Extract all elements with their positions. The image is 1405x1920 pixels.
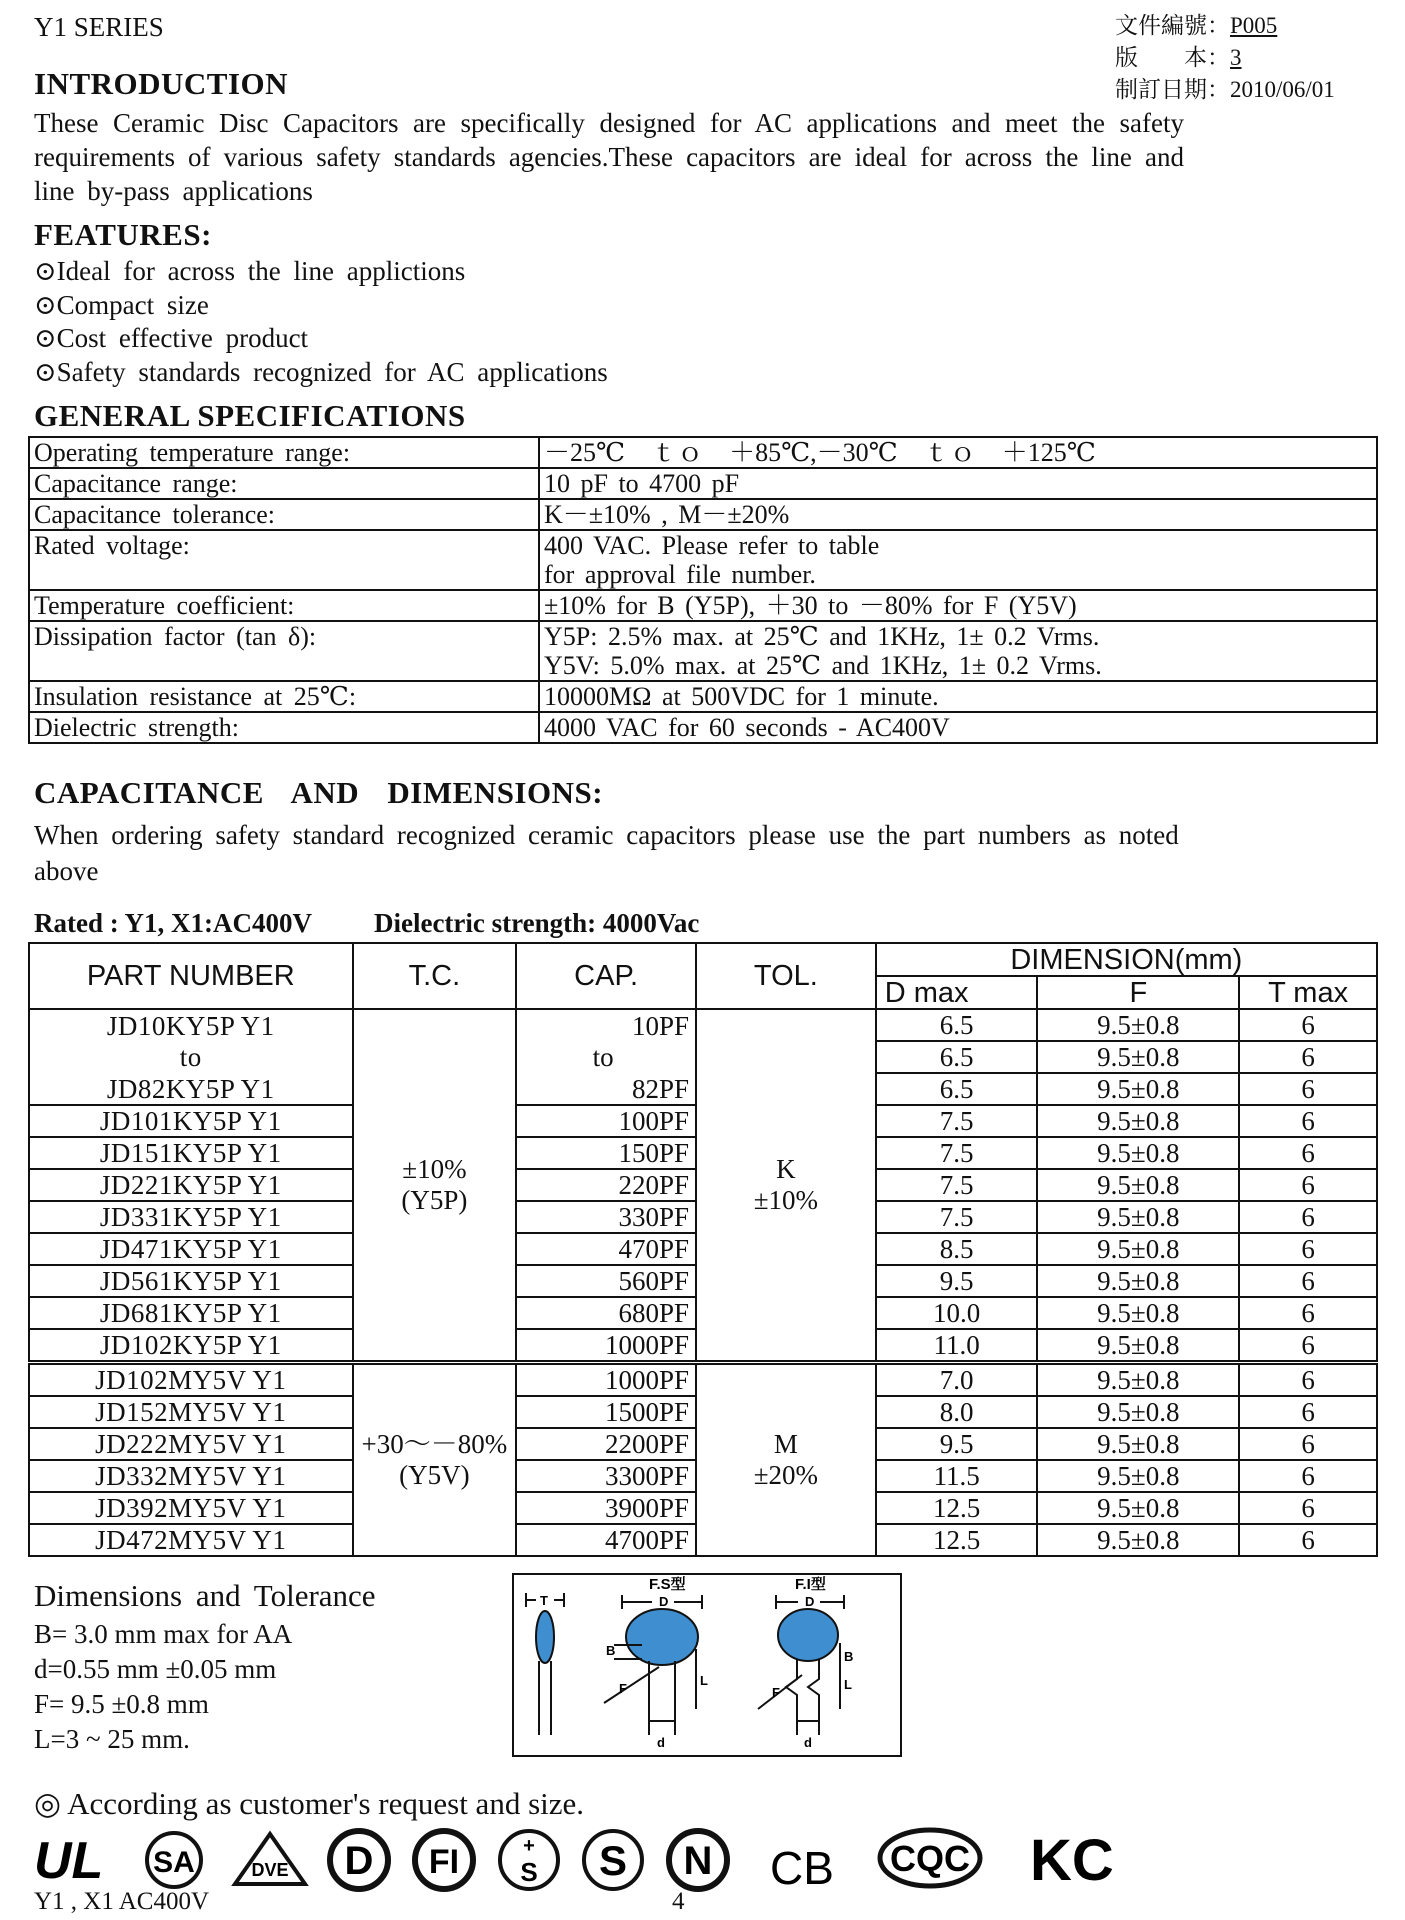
tol-line: M [773, 1429, 798, 1459]
cb-logo [770, 1842, 834, 1894]
f-cell: 9.5±0.8 [1037, 1460, 1239, 1492]
f-cell: 9.5±0.8 [1037, 1105, 1239, 1137]
fi-logo [415, 1831, 473, 1889]
part-number-table [28, 942, 1378, 1557]
kc-logo [1030, 1828, 1114, 1893]
fi-d-lower-label: d [804, 1735, 812, 1750]
svg-text:+: + [523, 1835, 535, 1857]
f-cell: 9.5±0.8 [1037, 1073, 1239, 1105]
dielectric-strength: Dielectric strength: 4000Vac [373, 908, 700, 938]
dimensions-heading: Dimensions and Tolerance [34, 1578, 376, 1613]
t-max-cell: 6 [1239, 1233, 1377, 1265]
tc-line: ±10% [402, 1154, 467, 1184]
header-f: F [1037, 976, 1239, 1009]
t-max-cell: 6 [1239, 1396, 1377, 1428]
d-max-cell: 8.5 [876, 1233, 1038, 1265]
doc-number-label: 文件編號： [1115, 13, 1230, 38]
footer-left: Y1 , X1 AC400V [34, 1888, 210, 1915]
cap-cell: 82PF [516, 1073, 696, 1105]
part-number-cell: JD681KY5P Y1 [29, 1297, 353, 1329]
part-number-cell: JD151KY5P Y1 [29, 1137, 353, 1169]
svg-text:D: D [344, 1839, 374, 1883]
header-cap: CAP. [516, 943, 696, 1009]
d-max-cell: 9.5 [876, 1265, 1038, 1297]
t-max-cell: 6 [1239, 1363, 1377, 1397]
ul-logo [34, 1832, 103, 1890]
introduction-heading: INTRODUCTION [34, 66, 289, 101]
spec-row: Operating temperature range: －25℃ ｔｏ ＋85℃,－30℃ ｔｏ ＋125℃ [29, 437, 1377, 468]
fs-l-label: L [700, 1673, 708, 1688]
part-number-cell: JD82KY5P Y1 [29, 1073, 353, 1105]
cap-cell: 560PF [516, 1265, 696, 1297]
side-disc [536, 1611, 554, 1663]
feature-item: ⊙Ideal for across the line applictions [34, 256, 466, 286]
d-max-cell: 11.0 [876, 1329, 1038, 1363]
t-max-cell: 6 [1239, 1041, 1377, 1073]
t-max-cell: 6 [1239, 1169, 1377, 1201]
header-tol: TOL. [696, 943, 876, 1009]
f-cell: 9.5±0.8 [1037, 1009, 1239, 1041]
svg-text:SA: SA [153, 1846, 195, 1879]
fi-f-label: F [772, 1685, 780, 1700]
feature-item: ⊙Safety standards recognized for AC applications [34, 356, 608, 387]
d-max-cell: 6.5 [876, 1041, 1038, 1073]
part-number-cell: JD561KY5P Y1 [29, 1265, 353, 1297]
fi-view [758, 1595, 844, 1735]
header-t-max: T max [1239, 976, 1377, 1009]
fi-b-label: B [844, 1649, 854, 1664]
f-cell: 9.5±0.8 [1037, 1396, 1239, 1428]
svg-text:CQC: CQC [890, 1838, 970, 1879]
f-cell: 9.5±0.8 [1037, 1329, 1239, 1363]
f-cell: 9.5±0.8 [1037, 1169, 1239, 1201]
t-max-cell: 6 [1239, 1105, 1377, 1137]
capacitance-heading: CAPACITANCE AND DIMENSIONS: [34, 775, 604, 810]
bullet-icon: ⊙ [34, 323, 57, 353]
sa-logo [147, 1833, 201, 1887]
doc-number-row [1115, 10, 1395, 42]
d-max-cell: 12.5 [876, 1524, 1038, 1556]
svg-text:UL: UL [34, 1832, 104, 1890]
header-tc: T.C. [353, 943, 517, 1009]
part-number-cell: JD331KY5P Y1 [29, 1201, 353, 1233]
f-cell: 9.5±0.8 [1037, 1201, 1239, 1233]
dimension-item: L=3 ~ 25 mm. [34, 1724, 190, 1754]
cap-cell: 220PF [516, 1169, 696, 1201]
part-number-cell: JD102KY5P Y1 [29, 1329, 353, 1363]
fs-disc [626, 1609, 698, 1665]
t-max-cell: 6 [1239, 1428, 1377, 1460]
header-part-number: PART NUMBER [29, 943, 353, 1009]
date-row [1115, 74, 1395, 106]
cap-cell: 1000PF [516, 1363, 696, 1397]
cap-cell: 680PF [516, 1297, 696, 1329]
fi-disc [778, 1609, 838, 1661]
cap-cell: 150PF [516, 1137, 696, 1169]
cap-cell: to [516, 1041, 696, 1073]
header-d-max: D max [876, 976, 1038, 1009]
svg-text:S: S [598, 1837, 628, 1884]
d-max-cell: 8.0 [876, 1396, 1038, 1428]
d-max-cell: 10.0 [876, 1297, 1038, 1329]
tc-line: +30～－80% [361, 1429, 508, 1459]
cqc-logo [880, 1830, 980, 1886]
feature-item: ⊙Compact size [34, 289, 209, 320]
introduction-text: These Ceramic Disc Capacitors are specifically designed for AC applications and meet the safety requirements of various safety standards agencies.These capacitors are ideal for across the line and line by-pass applications [34, 108, 1184, 206]
d-max-cell: 7.5 [876, 1201, 1038, 1233]
svg-text:CB: CB [770, 1842, 834, 1894]
general-specifications-heading: GENERAL SPECIFICATIONS [34, 398, 466, 433]
f-cell: 9.5±0.8 [1037, 1297, 1239, 1329]
tol-cell [696, 1363, 876, 1557]
customer-request-note: ◎ According as customer's request and size. [34, 1786, 585, 1821]
f-cell: 9.5±0.8 [1037, 1041, 1239, 1073]
part-number-cell: to [29, 1041, 353, 1073]
part-number-cell: JD101KY5P Y1 [29, 1105, 353, 1137]
cap-cell: 1000PF [516, 1329, 696, 1363]
features-heading: FEATURES: [34, 217, 212, 252]
t-max-cell: 6 [1239, 1201, 1377, 1233]
s-logo [584, 1831, 642, 1889]
fs-label: F.S型 [649, 1576, 686, 1593]
n-logo [669, 1831, 727, 1889]
bullet-icon: ⊙ [34, 356, 57, 387]
table-row [29, 1363, 1377, 1397]
d-max-cell: 7.5 [876, 1105, 1038, 1137]
part-number-cell: JD471KY5P Y1 [29, 1233, 353, 1265]
f-cell: 9.5±0.8 [1037, 1265, 1239, 1297]
f-cell: 9.5±0.8 [1037, 1363, 1239, 1397]
f-cell: 9.5±0.8 [1037, 1492, 1239, 1524]
d-max-cell: 6.5 [876, 1009, 1038, 1041]
fi-l-label: L [844, 1677, 852, 1692]
feature-item: ⊙Cost effective product [34, 323, 309, 353]
t-max-cell: 6 [1239, 1297, 1377, 1329]
tc-cell [353, 1009, 517, 1363]
t-label: T [540, 1593, 548, 1608]
t-max-cell: 6 [1239, 1329, 1377, 1363]
bullet-icon: ⊙ [34, 256, 57, 286]
svg-text:S: S [520, 1857, 538, 1887]
dimension-item: F= 9.5 ±0.8 mm [34, 1689, 209, 1719]
rated-voltage: Rated : Y1, X1:AC400V [34, 908, 312, 938]
cap-cell: 330PF [516, 1201, 696, 1233]
series-title: Y1 SERIES [34, 12, 164, 42]
t-max-cell: 6 [1239, 1265, 1377, 1297]
fs-d-lower-label: d [657, 1735, 665, 1750]
tol-cell [696, 1009, 876, 1363]
dimensions-list [34, 1617, 292, 1757]
rated-line [34, 908, 699, 939]
tc-line: (Y5P) [401, 1185, 468, 1215]
tol-line: ±10% [753, 1185, 819, 1215]
tc-line: (Y5V) [399, 1460, 470, 1490]
svg-text:FI: FI [428, 1843, 460, 1881]
cap-cell: 100PF [516, 1105, 696, 1137]
cap-cell: 10PF [516, 1009, 696, 1041]
d-max-cell: 11.5 [876, 1460, 1038, 1492]
s-plus-logo [500, 1831, 558, 1889]
doc-number: P005 [1230, 13, 1278, 38]
fs-f-label: F [619, 1681, 627, 1696]
part-number-cell: JD221KY5P Y1 [29, 1169, 353, 1201]
page-number: 4 [672, 1888, 685, 1915]
t-max-cell: 6 [1239, 1137, 1377, 1169]
t-max-cell: 6 [1239, 1073, 1377, 1105]
d-max-cell: 7.0 [876, 1363, 1038, 1397]
d-max-cell: 9.5 [876, 1428, 1038, 1460]
fi-label: F.I型 [795, 1576, 826, 1593]
date-label: 制訂日期： [1115, 77, 1230, 102]
certification-logos [30, 1826, 1130, 1896]
spec-row: Temperature coefficient: ±10% for B (Y5P), ＋30 to －80% for F (Y5V) [29, 590, 1377, 621]
spec-row: Rated voltage: 400 VAC. Please refer to table for approval file number. [29, 530, 1377, 590]
fs-d-label: D [659, 1594, 669, 1609]
cap-cell: 1500PF [516, 1396, 696, 1428]
version-row [1115, 42, 1395, 74]
tc-cell [353, 1363, 517, 1557]
cap-cell: 3300PF [516, 1460, 696, 1492]
part-number-cell: JD472MY5V Y1 [29, 1524, 353, 1556]
capacitor-diagram [512, 1573, 902, 1757]
tol-line: ±20% [753, 1460, 819, 1490]
dve-logo [235, 1834, 305, 1884]
t-max-cell: 6 [1239, 1492, 1377, 1524]
header-dimension: DIMENSION(mm) [876, 943, 1377, 976]
table-header-row [29, 943, 1377, 976]
cap-cell: 3900PF [516, 1492, 696, 1524]
part-number-cell: JD152MY5V Y1 [29, 1396, 353, 1428]
t-max-cell: 6 [1239, 1460, 1377, 1492]
capacitor-drawing [514, 1575, 900, 1755]
side-view [526, 1593, 564, 1735]
cap-cell: 470PF [516, 1233, 696, 1265]
spec-row: Capacitance range: 10 pF to 4700 pF [29, 468, 1377, 499]
fi-d-label: D [805, 1594, 815, 1609]
part-number-cell: JD102MY5V Y1 [29, 1363, 353, 1397]
t-max-cell: 6 [1239, 1009, 1377, 1041]
general-specifications-table [28, 436, 1378, 744]
date: 2010/06/01 [1230, 77, 1335, 102]
spec-row: Capacitance tolerance: K－±10% , M－±20% [29, 499, 1377, 530]
t-max-cell: 6 [1239, 1524, 1377, 1556]
version-label: 版 本： [1115, 45, 1230, 70]
table-row [29, 1009, 1377, 1041]
d-max-cell: 12.5 [876, 1492, 1038, 1524]
d-logo [330, 1831, 388, 1889]
spec-row: Dielectric strength: 4000 VAC for 60 seconds - AC400V [29, 712, 1377, 743]
svg-text:KC: KC [1030, 1828, 1114, 1893]
f-cell: 9.5±0.8 [1037, 1137, 1239, 1169]
dimension-item: B= 3.0 mm max for AA [34, 1619, 293, 1649]
version: 3 [1230, 45, 1242, 70]
part-number-cell: JD332MY5V Y1 [29, 1460, 353, 1492]
fs-view [604, 1595, 702, 1735]
tol-line: K [776, 1154, 796, 1184]
svg-text:DVE: DVE [251, 1860, 289, 1880]
part-number-cell: JD10KY5P Y1 [29, 1009, 353, 1041]
document-info [1115, 10, 1395, 106]
fs-b-label: B [606, 1643, 616, 1658]
part-number-cell: JD222MY5V Y1 [29, 1428, 353, 1460]
d-max-cell: 6.5 [876, 1073, 1038, 1105]
cap-cell: 4700PF [516, 1524, 696, 1556]
spec-row: Insulation resistance at 25℃: 10000MΩ at 500VDC for 1 minute. [29, 681, 1377, 712]
f-cell: 9.5±0.8 [1037, 1428, 1239, 1460]
d-max-cell: 7.5 [876, 1137, 1038, 1169]
svg-text:N: N [683, 1839, 713, 1883]
spec-row: Dissipation factor (tan δ): Y5P: 2.5% max. at 25℃ and 1KHz, 1± 0.2 Vrms. Y5V: 5.0% max. at 25℃ and 1KHz, 1± 0.2 Vrms. [29, 621, 1377, 681]
d-max-cell: 7.5 [876, 1169, 1038, 1201]
features-list [34, 255, 608, 389]
capacitance-text: When ordering safety standard recognized ceramic capacitors please use the part numbers as noted above [34, 820, 1179, 886]
bullet-icon: ⊙ [34, 289, 57, 320]
part-number-cell: JD392MY5V Y1 [29, 1492, 353, 1524]
dimension-item: d=0.55 mm ±0.05 mm [34, 1654, 277, 1684]
f-cell: 9.5±0.8 [1037, 1524, 1239, 1556]
f-cell: 9.5±0.8 [1037, 1233, 1239, 1265]
cap-cell: 2200PF [516, 1428, 696, 1460]
